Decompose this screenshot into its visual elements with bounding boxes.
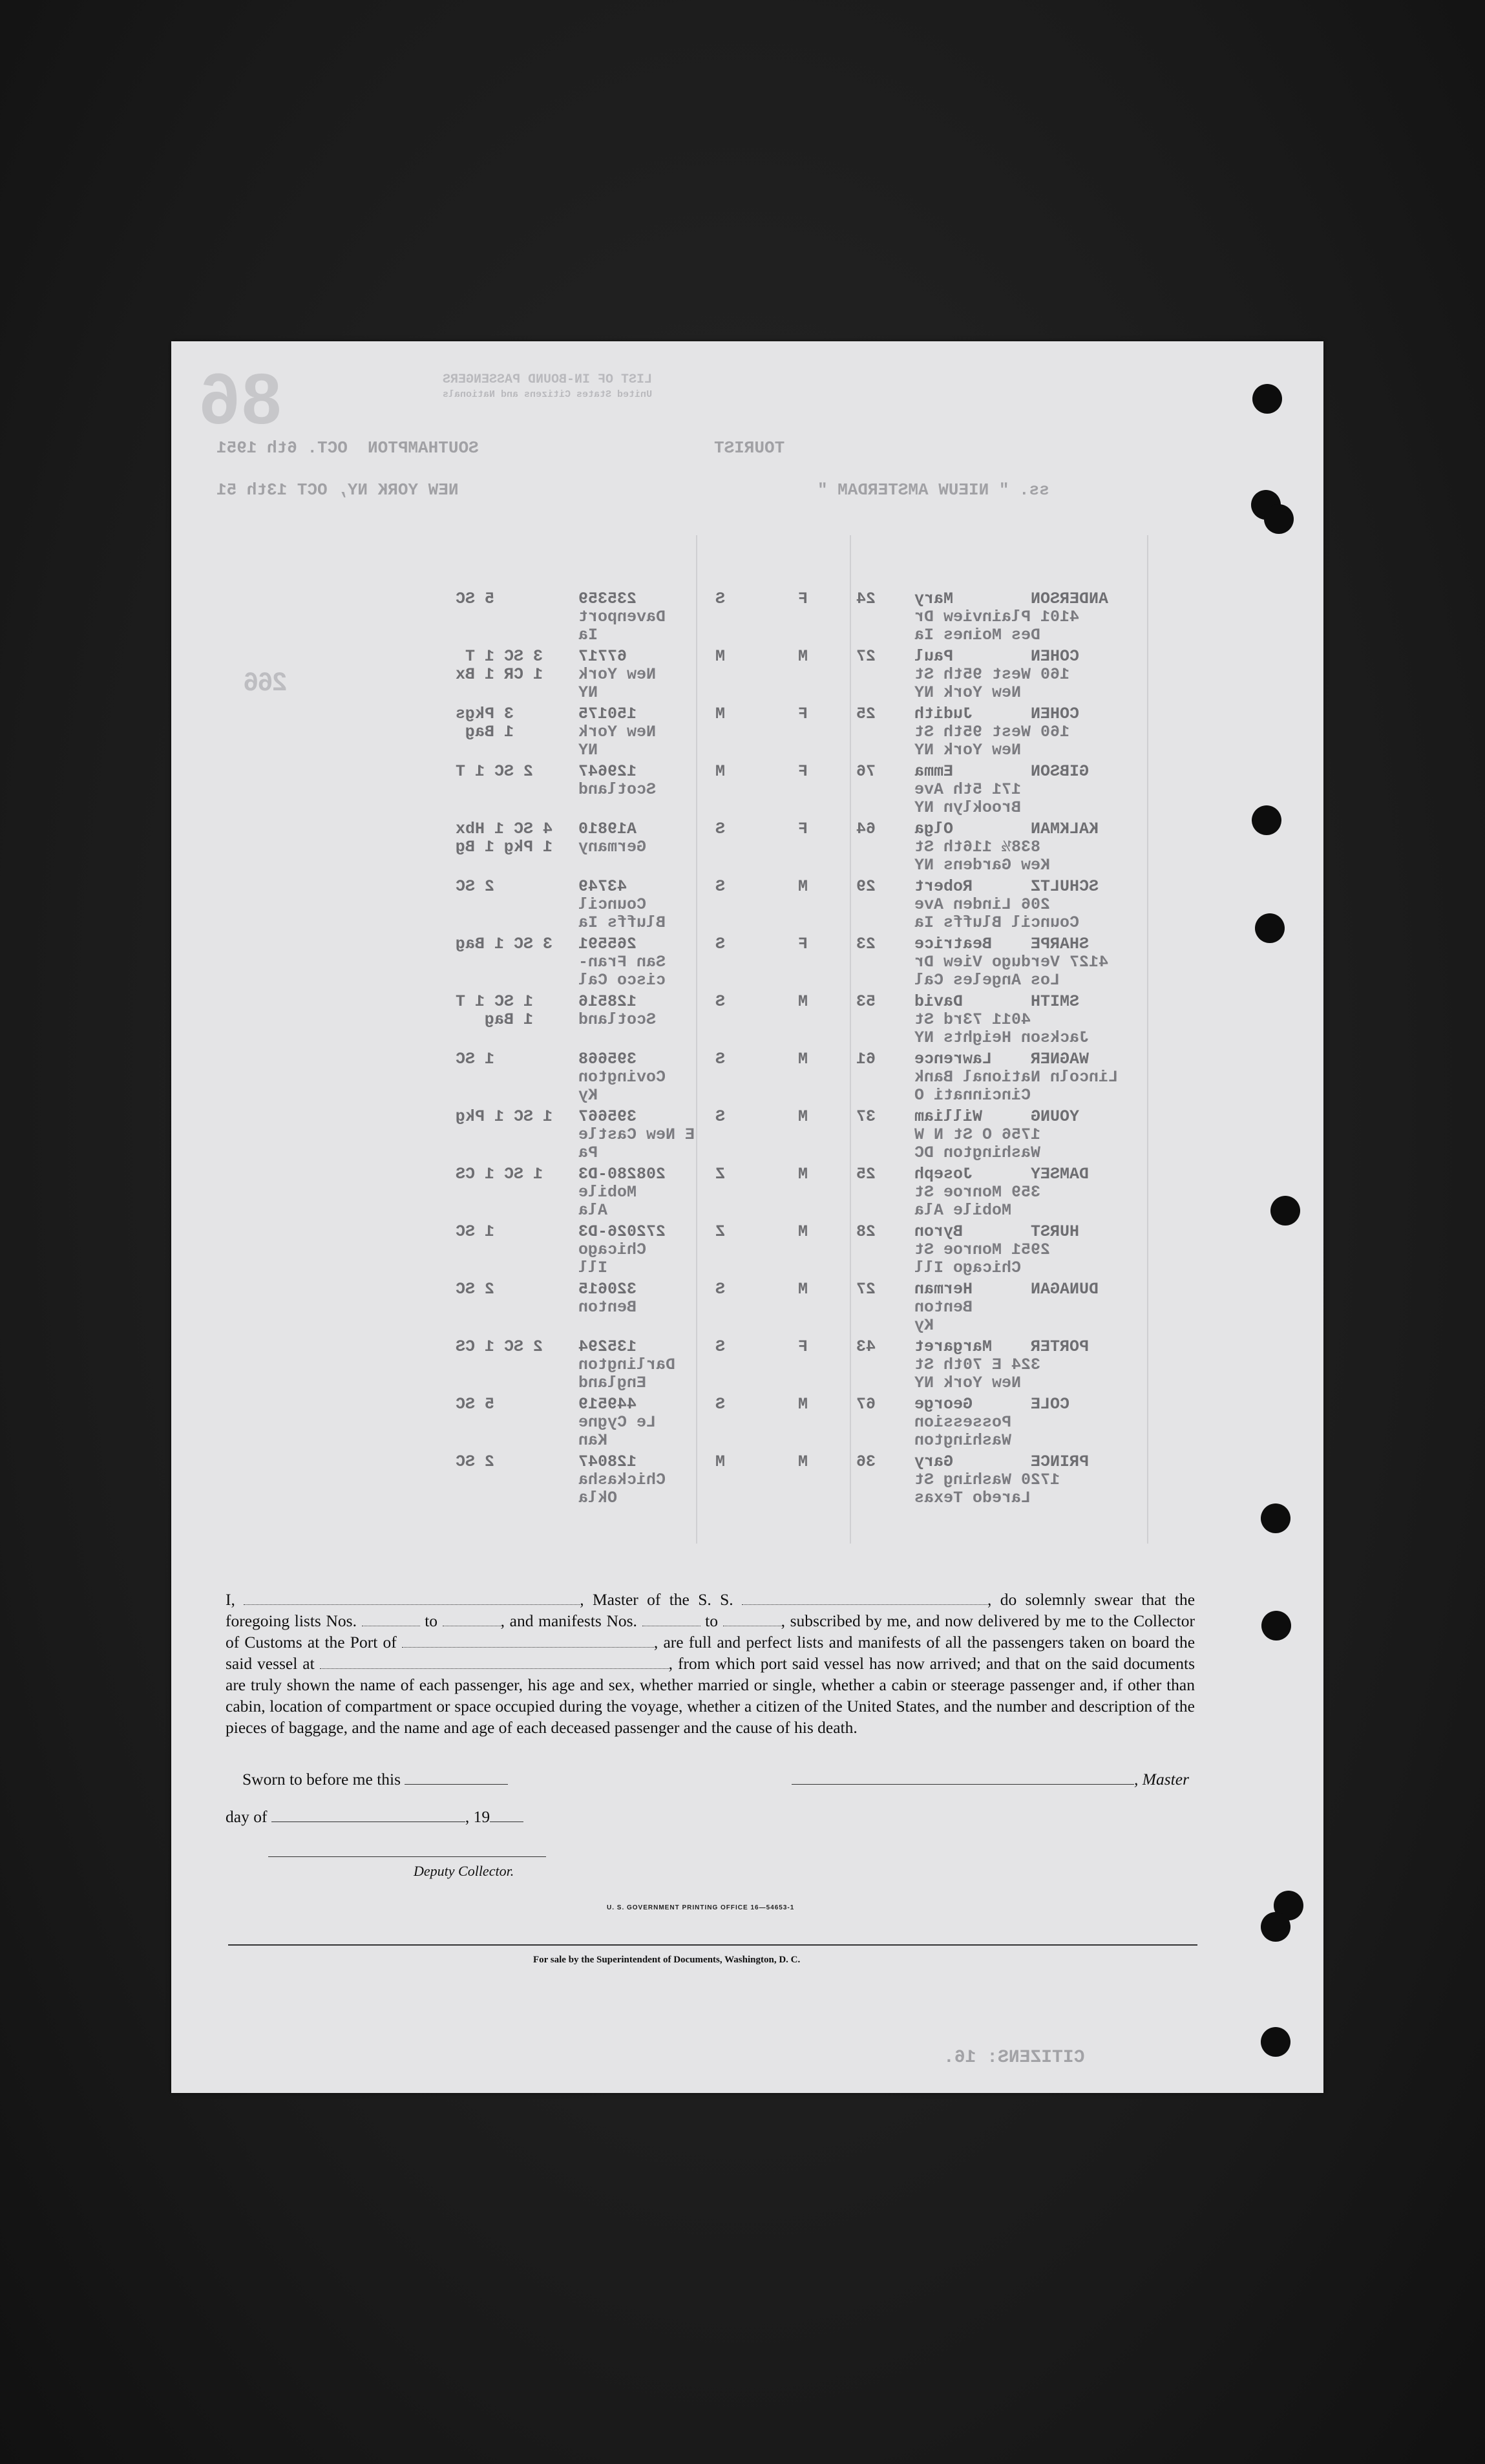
passenger-baggage: 2 SC 1 CS: [456, 1337, 543, 1356]
footer-rule: [228, 1944, 1197, 1946]
sale-notice: For sale by the Superintendent of Documents, Washington, D. C.: [533, 1955, 801, 1965]
passenger-birthplace-line: Mobile: [578, 1183, 637, 1202]
passenger-surname: DAMSEY: [1031, 1165, 1090, 1184]
passenger-sex: M: [798, 992, 808, 1011]
punch-hole: [1255, 913, 1285, 943]
passenger-birthplace-line: Ia: [578, 626, 598, 644]
passenger-baggage: 2 SC: [456, 1452, 495, 1471]
passenger-age: 25: [856, 1165, 876, 1184]
passenger-birthplace-line: Le Cygne: [578, 1413, 657, 1432]
passenger-surname: DUNAGAN: [1031, 1280, 1099, 1299]
passenger-given-name: William: [914, 1107, 983, 1126]
punch-hole: [1252, 805, 1281, 835]
passenger-address-line: Ky: [914, 1316, 934, 1335]
passenger-sex: M: [798, 1452, 808, 1471]
passenger-given-name: Beatrice: [914, 935, 993, 953]
passenger-address-line: 171 5th Ave: [914, 780, 1022, 799]
port-line-bleed: SOUTHAMPTON OCT. 6th 1951: [216, 438, 479, 458]
passenger-passport-number: 208280-D3: [578, 1165, 666, 1184]
passenger-address-line: Brooklyn NY: [914, 798, 1022, 817]
passenger-address-line: Chicago Ill: [914, 1259, 1022, 1277]
passenger-passport-number: 320615: [578, 1280, 637, 1299]
passenger-address-line: 206 Linden Ave: [914, 895, 1051, 914]
passenger-passport-number: 128047: [578, 1452, 637, 1471]
punch-hole: [1261, 1611, 1291, 1641]
passenger-birthplace-line: Pa: [578, 1143, 598, 1162]
class-bleed: TOURIST: [714, 438, 785, 458]
sworn-line: [242, 1770, 508, 1789]
passenger-sex: M: [798, 1280, 808, 1299]
passenger-birthplace-line: Ill: [578, 1259, 608, 1277]
passenger-address-line: Des Moines Ia: [914, 626, 1041, 644]
passenger-sex: M: [798, 647, 808, 666]
passenger-birthplace-line: NY: [578, 683, 598, 702]
passenger-address-line: 2951 Monroe St: [914, 1240, 1051, 1259]
deputy-collector-label: Deputy Collector.: [414, 1863, 514, 1879]
punch-hole: [1264, 504, 1294, 534]
passenger-birthplace-line: New York: [578, 665, 657, 684]
passenger-given-name: Joseph: [914, 1165, 973, 1184]
passenger-address-line: Washington DC: [914, 1143, 1041, 1162]
passenger-address-line: New York NY: [914, 683, 1022, 702]
passenger-passport-number: 235359: [578, 589, 637, 608]
deputy-signature-field[interactable]: [268, 1845, 546, 1857]
passenger-address-line: 1756 O St N W: [914, 1125, 1041, 1144]
passenger-marital-status: Z: [715, 1165, 726, 1184]
passenger-baggage: 5 SC: [456, 589, 495, 608]
passenger-birthplace-line: cisco Cal: [578, 971, 666, 990]
passenger-passport-number: 395667: [578, 1107, 637, 1126]
passenger-passport-number: 150175: [578, 705, 637, 723]
passenger-passport-number: 265591: [578, 935, 637, 953]
passenger-baggage: 2 SC: [456, 1280, 495, 1299]
punch-hole: [1252, 384, 1282, 414]
oath-part: , and manifests Nos.: [500, 1611, 637, 1630]
passenger-marital-status: S: [715, 1280, 726, 1299]
column-rule: [1147, 535, 1148, 1544]
year-field[interactable]: [490, 1810, 523, 1822]
passenger-baggage: 3 SC 1 Bag: [456, 935, 553, 953]
passenger-age: 27: [856, 647, 876, 666]
passenger-passport-number: 128516: [578, 992, 637, 1011]
deputy-signature-line: [268, 1842, 546, 1862]
passenger-address-line: 4011 73rd St: [914, 1010, 1031, 1029]
passenger-baggage: 1 SC: [456, 1050, 495, 1068]
passenger-marital-status: M: [715, 762, 726, 781]
oath-part: , are full and perfect lists and manifests of all the passengers taken on board the said vessel at: [226, 1633, 1195, 1673]
passenger-given-name: Byron: [914, 1222, 964, 1241]
page-mark-bleed: 266: [244, 668, 287, 696]
manifest-to-field[interactable]: [723, 1613, 781, 1626]
passenger-birthplace-line: Council: [578, 895, 647, 914]
year-label: , 19: [465, 1807, 490, 1826]
passenger-address-line: Laredo Texas: [914, 1489, 1031, 1507]
passenger-marital-status: S: [715, 935, 726, 953]
passenger-surname: COHEN: [1031, 647, 1080, 666]
passenger-marital-status: S: [715, 1337, 726, 1356]
oath-part: , from which port said vessel has now arrived; and that on the said documents are truly shown the name of each passenger, his age and sex, whether married or single, whether a cabin or steerage passenger and, if other than cabin, location of compartment or space occupied during the voyage, whether a citizen of the United States, and the number and description of the pieces of baggage, and the name and age of each deceased passenger and the cause of his death.: [226, 1654, 1195, 1737]
passenger-address-line: Lincoln National Bank: [914, 1068, 1119, 1087]
passenger-passport-number: A19810: [578, 820, 637, 838]
passenger-birthplace-line: Germany: [578, 838, 647, 856]
passenger-address-line: Possession: [914, 1413, 1012, 1432]
master-signature-line: [792, 1770, 1189, 1789]
passenger-birthplace-line: NY: [578, 741, 598, 759]
list-number-bleed: 86: [197, 359, 282, 439]
passenger-passport-number: 449519: [578, 1395, 637, 1414]
day-of-line: [226, 1807, 523, 1827]
passenger-address-line: 838½ 116th St: [914, 838, 1041, 856]
sworn-date-field[interactable]: [405, 1772, 508, 1785]
passenger-surname: PRINCE: [1031, 1452, 1090, 1471]
passenger-address-line: 4127 Verdugo View Dr: [914, 953, 1109, 972]
passenger-baggage: 1 SC: [456, 1222, 495, 1241]
passenger-given-name: George: [914, 1395, 973, 1414]
passenger-baggage: 3 SC 1 T 1 CR 1 Bx: [456, 647, 543, 684]
passenger-birthplace-line: Covington: [578, 1068, 666, 1087]
passenger-sex: F: [798, 762, 808, 781]
passenger-given-name: Gary: [914, 1452, 954, 1471]
passenger-age: 76: [856, 762, 876, 781]
passenger-surname: GIBSON: [1031, 762, 1090, 781]
passenger-passport-number: 129647: [578, 762, 637, 781]
passenger-given-name: David: [914, 992, 964, 1011]
passenger-baggage: 2 SC: [456, 877, 495, 896]
passenger-baggage: 2 SC 1 T: [456, 762, 534, 781]
passenger-birthplace-line: Davenport: [578, 608, 666, 626]
passenger-marital-status: S: [715, 1107, 726, 1126]
oath-part: I,: [226, 1590, 235, 1609]
passenger-passport-number: 272026-D3: [578, 1222, 666, 1241]
oath-part: , Master of the S. S.: [580, 1590, 733, 1609]
passenger-address-line: Council Bluffs Ia: [914, 913, 1080, 932]
passenger-birthplace-line: Kan: [578, 1431, 608, 1450]
passenger-sex: M: [798, 1050, 808, 1068]
passenger-age: 61: [856, 1050, 876, 1068]
passenger-marital-status: S: [715, 992, 726, 1011]
passenger-baggage: 1 SC 1 Pkg: [456, 1107, 553, 1126]
passenger-age: 64: [856, 820, 876, 838]
passenger-sex: F: [798, 935, 808, 953]
passenger-sex: F: [798, 589, 808, 608]
passenger-address-line: 160 West 95th St: [914, 665, 1070, 684]
passenger-address-line: Jackson Heights NY: [914, 1028, 1090, 1047]
passenger-surname: YOUNG: [1031, 1107, 1080, 1126]
passenger-sex: M: [798, 1165, 808, 1184]
passenger-address-line: New York NY: [914, 1374, 1022, 1392]
passenger-birthplace-line: Ala: [578, 1201, 608, 1220]
passenger-address-line: Kew Gardens NY: [914, 856, 1051, 875]
column-rule: [850, 535, 851, 1544]
passenger-address-line: Washington: [914, 1431, 1012, 1450]
vessel-line-bleed: ss. " NIEUW AMSTERDAM ": [817, 480, 1049, 500]
oath-part: , do solemnly swear that the foregoing lists Nos.: [226, 1590, 1195, 1630]
passenger-given-name: Olga: [914, 820, 954, 838]
passenger-birthplace-line: Benton: [578, 1298, 637, 1317]
passenger-surname: PORTER: [1031, 1337, 1090, 1356]
passenger-birthplace-line: England: [578, 1374, 647, 1392]
passenger-sex: M: [798, 877, 808, 896]
passenger-given-name: Margaret: [914, 1337, 993, 1356]
passenger-surname: KALKMAN: [1031, 820, 1099, 838]
passenger-marital-status: S: [715, 820, 726, 838]
passenger-passport-number: 395668: [578, 1050, 637, 1068]
passenger-marital-status: S: [715, 877, 726, 896]
passenger-surname: WAGNER: [1031, 1050, 1090, 1068]
passenger-sex: M: [798, 1222, 808, 1241]
list-from-field[interactable]: [362, 1613, 420, 1626]
passenger-address-line: 359 Monroe St: [914, 1183, 1041, 1202]
punch-hole: [1261, 1912, 1290, 1942]
form-sub-bleed: United States Citizens and Nationals: [443, 389, 653, 400]
passenger-baggage: 4 SC 1 Hbx 1 Pkg 1 Bg: [456, 820, 553, 856]
passenger-passport-number: 135294: [578, 1337, 637, 1356]
master-oath: [226, 1589, 1195, 1738]
passenger-marital-status: M: [715, 1452, 726, 1471]
passenger-given-name: Emma: [914, 762, 954, 781]
master-signature-field[interactable]: [792, 1772, 1134, 1785]
passenger-age: 43: [856, 1337, 876, 1356]
arrival-line-bleed: NEW YORK NY, OCT 13th 51: [216, 480, 459, 500]
passenger-surname: SCHULTZ: [1031, 877, 1099, 896]
day-of-field[interactable]: [271, 1810, 465, 1822]
passenger-age: 67: [856, 1395, 876, 1414]
passenger-marital-status: S: [715, 1050, 726, 1068]
passenger-marital-status: M: [715, 705, 726, 723]
passenger-surname: ANDERSON: [1031, 589, 1109, 608]
passenger-given-name: Herman: [914, 1280, 973, 1299]
passenger-birthplace-line: Darlington: [578, 1355, 676, 1374]
manifest-page: [171, 341, 1323, 2093]
oath-part: to: [705, 1611, 719, 1630]
passenger-birthplace-line: Okla: [578, 1489, 618, 1507]
passenger-given-name: Robert: [914, 877, 973, 896]
passenger-address-line: 1720 Washing St: [914, 1471, 1060, 1489]
passenger-age: 25: [856, 705, 876, 723]
passenger-address-line: Benton: [914, 1298, 973, 1317]
passenger-address-line: New York NY: [914, 741, 1022, 759]
master-name-field[interactable]: [244, 1591, 580, 1605]
passenger-address-line: 4101 Plainview Dr: [914, 608, 1080, 626]
day-of-label: day of: [226, 1807, 268, 1826]
manifest-from-field[interactable]: [642, 1613, 700, 1626]
passenger-sex: F: [798, 820, 808, 838]
passenger-marital-status: Z: [715, 1222, 726, 1241]
passenger-birthplace-line: San Fran-: [578, 953, 666, 972]
punch-hole: [1261, 1503, 1290, 1533]
passenger-address-line: Cincinnati O: [914, 1086, 1031, 1105]
passenger-marital-status: M: [715, 647, 726, 666]
passenger-surname: COHEN: [1031, 705, 1080, 723]
passenger-baggage: 5 SC: [456, 1395, 495, 1414]
column-rule: [696, 535, 697, 1544]
passenger-birthplace-line: Scotland: [578, 780, 657, 799]
passenger-surname: HURST: [1031, 1222, 1080, 1241]
passenger-sex: F: [798, 705, 808, 723]
list-to-field[interactable]: [443, 1613, 501, 1626]
passenger-age: 27: [856, 1280, 876, 1299]
punch-hole: [1270, 1196, 1300, 1226]
passenger-baggage: 3 Pkgs 1 Bag: [456, 705, 514, 741]
passenger-birthplace-line: Scotland: [578, 1010, 657, 1029]
port-field[interactable]: [402, 1634, 654, 1648]
passenger-marital-status: S: [715, 589, 726, 608]
passenger-surname: SMITH: [1031, 992, 1080, 1011]
passenger-age: 28: [856, 1222, 876, 1241]
passenger-birthplace-line: Bluffs Ia: [578, 913, 666, 932]
passenger-sex: M: [798, 1107, 808, 1126]
passenger-surname: COLE: [1031, 1395, 1070, 1414]
oath-part: , subscribed by me, and now delivered by me to the Collector of Customs at the Port of: [226, 1611, 1195, 1652]
passenger-age: 24: [856, 589, 876, 608]
oath-part: to: [425, 1611, 438, 1630]
passenger-sex: M: [798, 1395, 808, 1414]
citizens-count-bleed: CITIZENS: 16.: [943, 2048, 1085, 2068]
passenger-given-name: Judith: [914, 705, 973, 723]
passenger-given-name: Lawrence: [914, 1050, 993, 1068]
passenger-address-line: 160 West 95th St: [914, 723, 1070, 741]
sworn-label: Sworn to before me this: [242, 1770, 401, 1789]
passenger-birthplace-line: E New Castle: [578, 1125, 695, 1144]
passenger-age: 37: [856, 1107, 876, 1126]
passenger-birthplace-line: Chicago: [578, 1240, 647, 1259]
passenger-age: 29: [856, 877, 876, 896]
passenger-age: 36: [856, 1452, 876, 1471]
passenger-birthplace-line: Ky: [578, 1086, 598, 1105]
passenger-birthplace-line: New York: [578, 723, 657, 741]
gpo-imprint: U. S. GOVERNMENT PRINTING OFFICE 16—54653-1: [607, 1904, 795, 1911]
passenger-sex: F: [798, 1337, 808, 1356]
passenger-age: 23: [856, 935, 876, 953]
passenger-passport-number: 67717: [578, 647, 627, 666]
departure-port-field[interactable]: [320, 1655, 669, 1669]
passenger-baggage: 1 SC 1 CS: [456, 1165, 543, 1184]
passenger-baggage: 1 SC 1 T 1 Bag: [456, 992, 534, 1029]
punch-hole: [1261, 2027, 1290, 2057]
passenger-birthplace-line: Chickasha: [578, 1471, 666, 1489]
passenger-address-line: Los Angeles Cal: [914, 971, 1060, 990]
passenger-marital-status: S: [715, 1395, 726, 1414]
passenger-given-name: Paul: [914, 647, 954, 666]
passenger-age: 53: [856, 992, 876, 1011]
vessel-name-field[interactable]: [742, 1591, 987, 1605]
master-label: , Master: [1134, 1770, 1189, 1789]
passenger-address-line: 324 E 70th St: [914, 1355, 1041, 1374]
passenger-given-name: Mary: [914, 589, 954, 608]
passenger-surname: SHARPE: [1031, 935, 1090, 953]
passenger-address-line: Mobile Ala: [914, 1201, 1012, 1220]
passenger-passport-number: 43749: [578, 877, 627, 896]
form-title-bleed: LIST OF IN-BOUND PASSENGERS: [443, 372, 653, 387]
